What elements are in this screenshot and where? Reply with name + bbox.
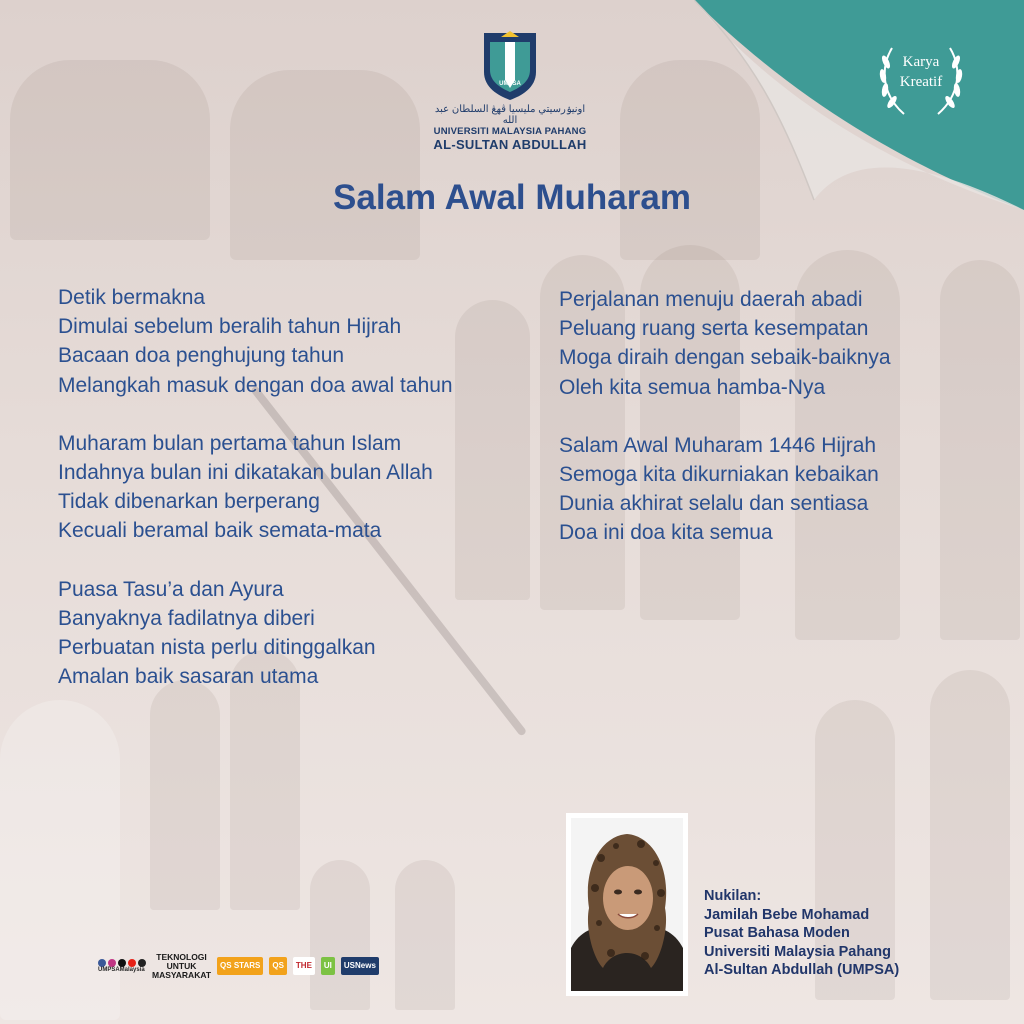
- ui-greenmetric-badge: UI: [321, 957, 335, 975]
- poem-right-column: [559, 285, 891, 577]
- page-title: Salam Awal Muharam: [333, 178, 691, 217]
- social-block: [98, 959, 146, 974]
- poem-line: Peluang ruang serta kesempatan: [559, 317, 869, 341]
- credit-university2: Al-Sultan Abdullah (UMPSA): [704, 962, 900, 979]
- social-handle: UMPSAMalaysia: [98, 966, 145, 973]
- poem-left-column: [58, 283, 453, 720]
- credit-dept: Pusat Bahasa Moden: [704, 925, 850, 942]
- poem-line: Muharam bulan pertama tahun Islam: [58, 431, 402, 455]
- footer-logos: [98, 948, 478, 984]
- poem-line: Melangkah masuk dengan doa awal tahun: [58, 373, 453, 397]
- poem-line: Amalan baik sasaran utama: [58, 665, 319, 689]
- author-portrait: [571, 818, 683, 991]
- x-icon: [118, 959, 126, 967]
- poem-line: Semoga kita dikurniakan kebaikan: [559, 463, 879, 487]
- author-credit: [704, 887, 899, 980]
- tagline-line1: TEKNOLOGI: [156, 951, 207, 962]
- poem-line: Salam Awal Muharam 1446 Hijrah: [559, 433, 877, 457]
- usnews-badge: USNews: [341, 957, 379, 975]
- qs-rankings-badge: QS: [269, 957, 287, 975]
- social-icons: [98, 959, 146, 967]
- logo-arabic-text: اونيۏرسيتي مليسيا ڤهڠ السلطان عبد الله: [434, 104, 586, 126]
- poem-stanza: [559, 431, 891, 548]
- poem-line: Perjalanan menuju daerah abadi: [559, 288, 863, 311]
- logo-badge-text: UMPSA: [499, 81, 521, 87]
- poem-line: Moga diraih dengan sebaik-baiknya: [559, 346, 891, 370]
- poem-line: Perbuatan nista perlu ditinggalkan: [58, 636, 376, 660]
- logo-line2: AL-SULTAN ABDULLAH: [433, 137, 587, 152]
- poem-line: Bacaan doa penghujung tahun: [58, 344, 345, 368]
- badge-line1: Karya: [902, 54, 940, 70]
- credit-university: Universiti Malaysia Pahang: [704, 943, 891, 960]
- poem-line: Doa ini doa kita semua: [559, 521, 773, 545]
- poem-line: Banyaknya fadilatnya diberi: [58, 606, 315, 630]
- the-badge: THE: [293, 957, 315, 975]
- poem-line: Puasa Tasu’a dan Ayura: [58, 577, 284, 601]
- university-logo: [430, 30, 590, 155]
- poem-line: Dunia akhirat selalu dan sentiasa: [559, 492, 869, 516]
- logo-line1: UNIVERSITI MALAYSIA PAHANG: [433, 126, 587, 137]
- poem-stanza: [58, 429, 453, 546]
- tagline: [152, 953, 211, 980]
- poem-line: Kecuali beramal baik semata-mata: [58, 519, 382, 543]
- poem-stanza: [58, 575, 453, 692]
- poem-line: Oleh kita semua hamba-Nya: [559, 375, 826, 399]
- poem-line: Detik bermakna: [58, 286, 206, 309]
- poem-stanza: [58, 283, 453, 400]
- tiktok-icon: [138, 959, 146, 967]
- poem-stanza: [559, 285, 891, 402]
- poem-line: Tidak dibenarkan berperang: [58, 490, 320, 514]
- umpsa-shield-icon: [481, 30, 539, 102]
- tagline-line3: MASYARAKAT: [152, 969, 212, 980]
- poem-line: Dimulai sebelum beralih tahun Hijrah: [58, 315, 402, 339]
- qs-stars-badge: QS STARS: [217, 957, 263, 975]
- badge-line2: Kreatif: [899, 74, 943, 90]
- credit-label: Nukilan:: [704, 888, 762, 904]
- poem-line: Indahnya bulan ini dikatakan bulan Allah: [58, 461, 433, 485]
- karya-kreatif-badge: [876, 52, 966, 92]
- author-photo: [566, 813, 688, 996]
- instagram-icon: [108, 959, 116, 967]
- tagline-line2: UNTUK: [166, 960, 197, 971]
- credit-name: Jamilah Bebe Mohamad: [704, 906, 870, 923]
- facebook-icon: [98, 959, 106, 967]
- youtube-icon: [128, 959, 136, 967]
